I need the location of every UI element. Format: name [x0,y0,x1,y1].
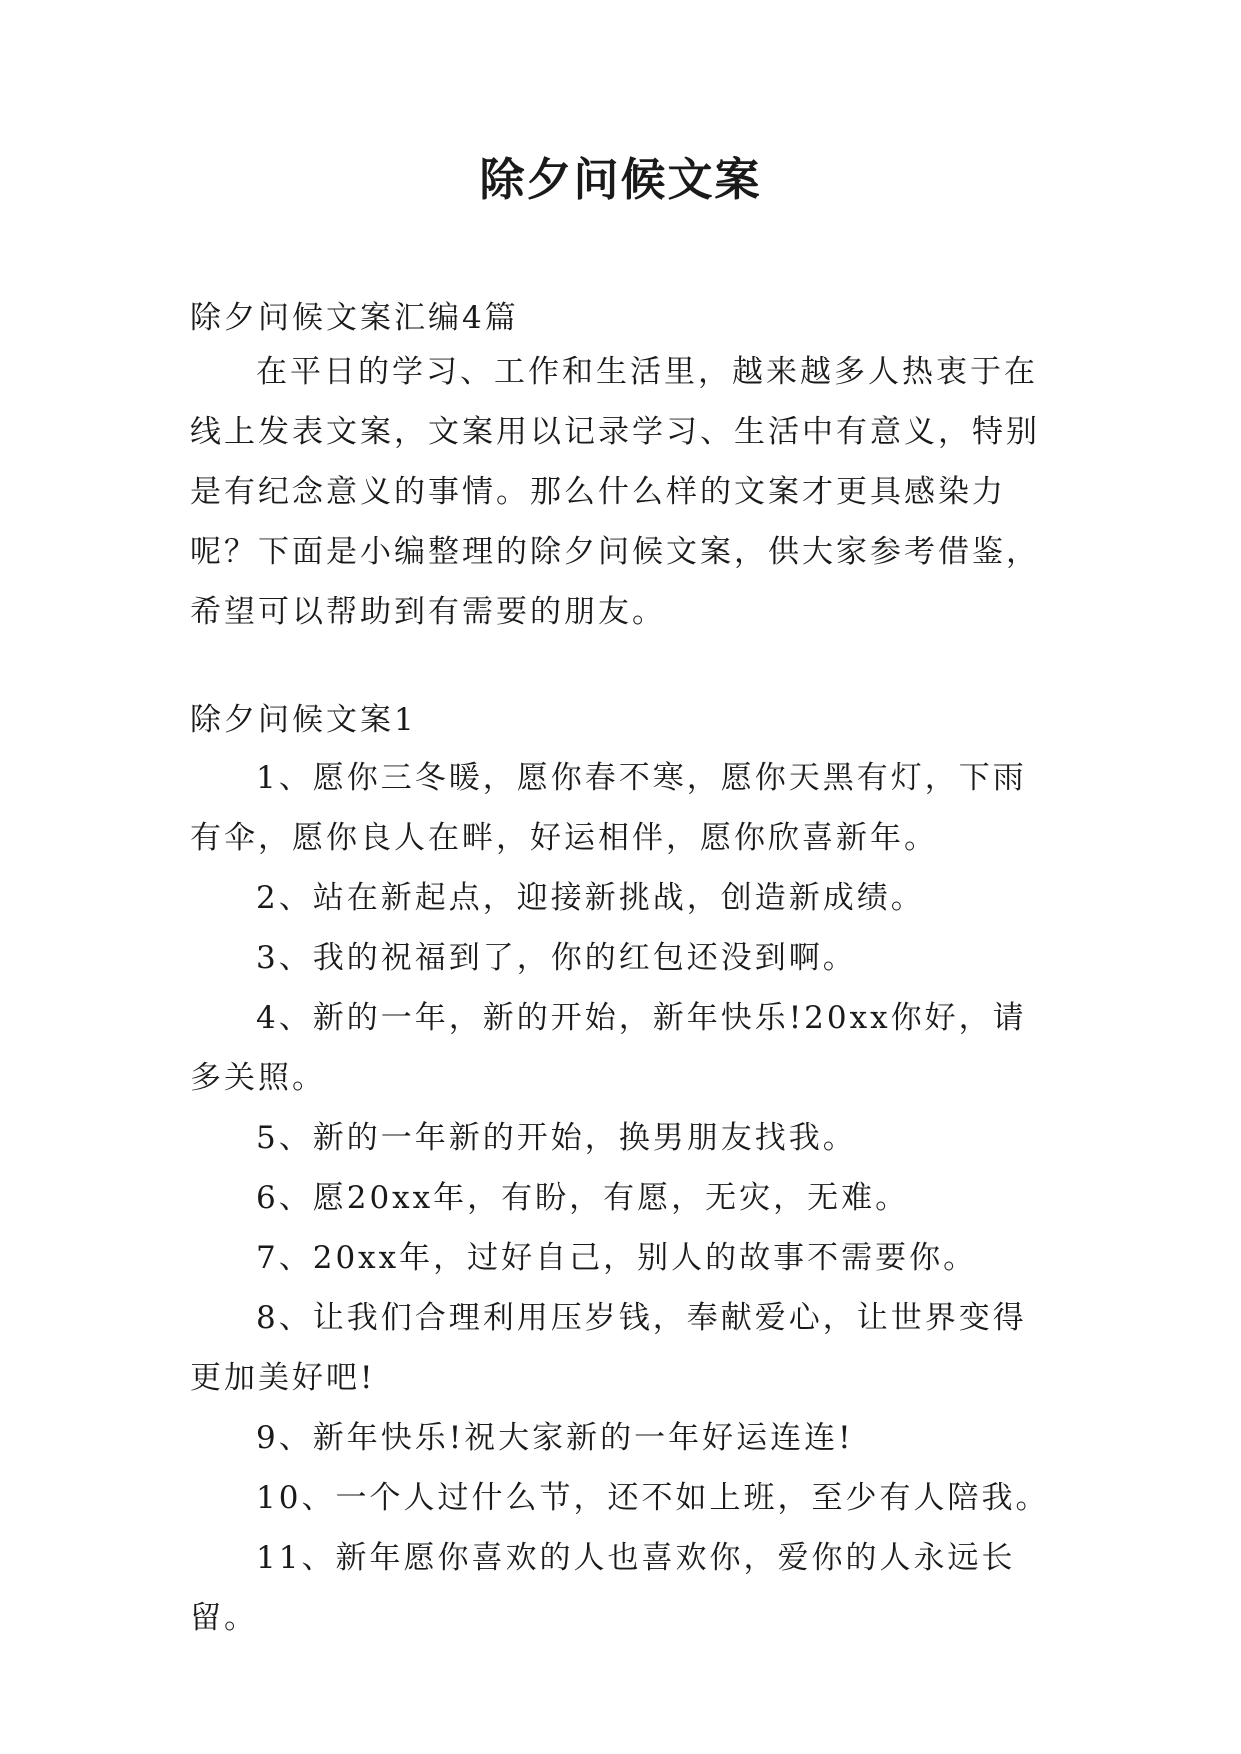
greeting-list [190,748,1060,1648]
list-item: 2、站在新起点，迎接新挑战，创造新成绩。 [256,880,925,916]
list-item: 9、新年快乐!祝大家新的一年好运连连! [256,1420,854,1456]
section-heading-1: 除夕问候文案1 [190,702,417,738]
intro-paragraph: 在平日的学习、工作和生活里，越来越多人热衷于在线上发表文案，文案用以记录学习、生活中有意义，特别是有纪念意义的事情。那么什么样的文案才更具感染力呢？下面是小编整理的除夕问候文案，供大家参考借鉴，希望可以帮助到有需要的朋友。 [190,354,1040,630]
list-item: 3、我的祝福到了，你的红包还没到啊。 [256,940,857,976]
document-title: 除夕问候文案 [479,153,762,206]
list-item: 8、让我们合理利用压岁钱，奉献爱心，让世界变得更加美好吧! [190,1300,1027,1396]
list-item: 11、新年愿你喜欢的人也喜欢你，爱你的人永远长留。 [190,1540,1016,1636]
list-item: 1、愿你三冬暖，愿你春不寒，愿你天黑有灯，下雨有伞，愿你良人在畔，好运相伴，愿你欣喜新年。 [190,760,1027,856]
list-item: 5、新的一年新的开始，换男朋友找我。 [256,1120,857,1156]
list-item: 10、一个人过什么节，还不如上班，至少有人陪我。 [256,1480,1050,1516]
list-item: 4、新的一年，新的开始，新年快乐!20xx你好，请多关照。 [190,1000,1027,1096]
document-subtitle: 除夕问候文案汇编4篇 [190,300,519,336]
list-item: 7、20xx年，过好自己，别人的故事不需要你。 [256,1240,978,1276]
list-item: 6、愿20xx年，有盼，有愿，无灾，无难。 [256,1180,910,1216]
